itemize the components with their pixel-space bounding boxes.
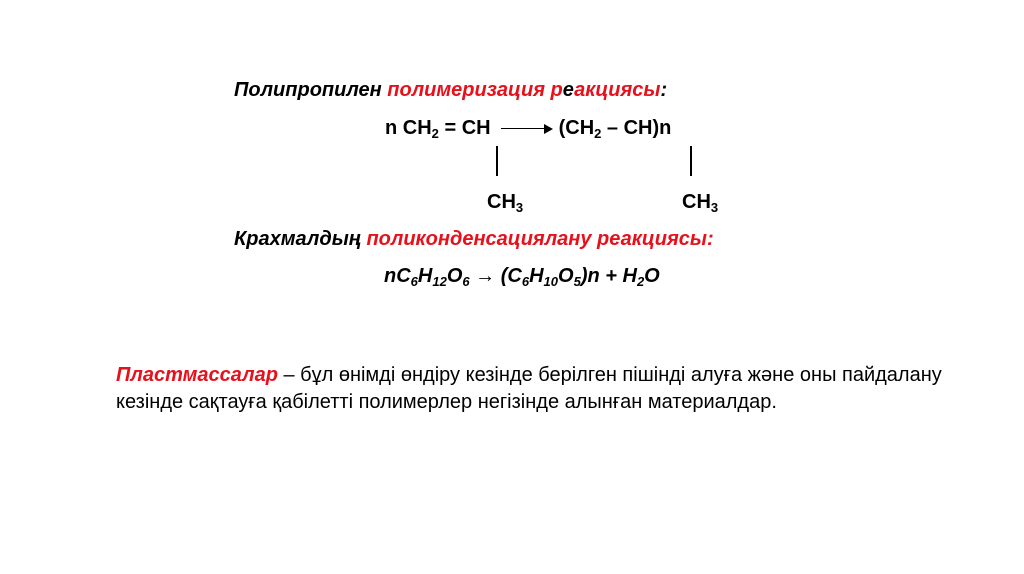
reaction-arrow-icon: [501, 123, 553, 135]
branch-methyl-right: $CH_3$: [682, 191, 719, 215]
polypropylene-heading: [234, 78, 667, 102]
eq-rhs-polymer: $(CH_2 - CH)n$: [558, 117, 672, 141]
starch-heading: [234, 227, 714, 251]
heading-polypropylene-word: Полипропилен: [234, 79, 388, 101]
definition-text: – бұл өнімді өндіру кезінде берілген пішінді алуға және оны пайдалану кезінде сақтауға қабілетті полимерлер негізінде алынған материалдар.: [116, 364, 942, 413]
heading-letter-e: е: [562, 79, 575, 101]
polypropylene-equation: [385, 116, 671, 140]
eq-lhs-monomer: n $CH_2$ = CH: [385, 117, 491, 141]
heading-polymerization-word: полимеризация р: [387, 79, 563, 101]
starch-equation: $nC_6H_{12}O_6 \to (C_6H_{10}O_5)n + H_2O$: [384, 265, 660, 289]
bond-line-left: [496, 146, 498, 176]
plastics-definition: [116, 362, 976, 416]
heading-starch-word: Крахмалдың: [234, 228, 367, 250]
starch-arrow: →: [469, 265, 501, 287]
heading-colon: :: [660, 79, 668, 101]
heading-polycondensation-words: поликонденсациялану реакциясы:: [366, 228, 714, 250]
definition-term: Пластмассалар: [116, 364, 278, 386]
heading-reaction-word: акциясы: [574, 79, 661, 101]
bond-line-right: [690, 146, 692, 176]
branch-methyl-left: $CH_3$: [487, 191, 524, 215]
